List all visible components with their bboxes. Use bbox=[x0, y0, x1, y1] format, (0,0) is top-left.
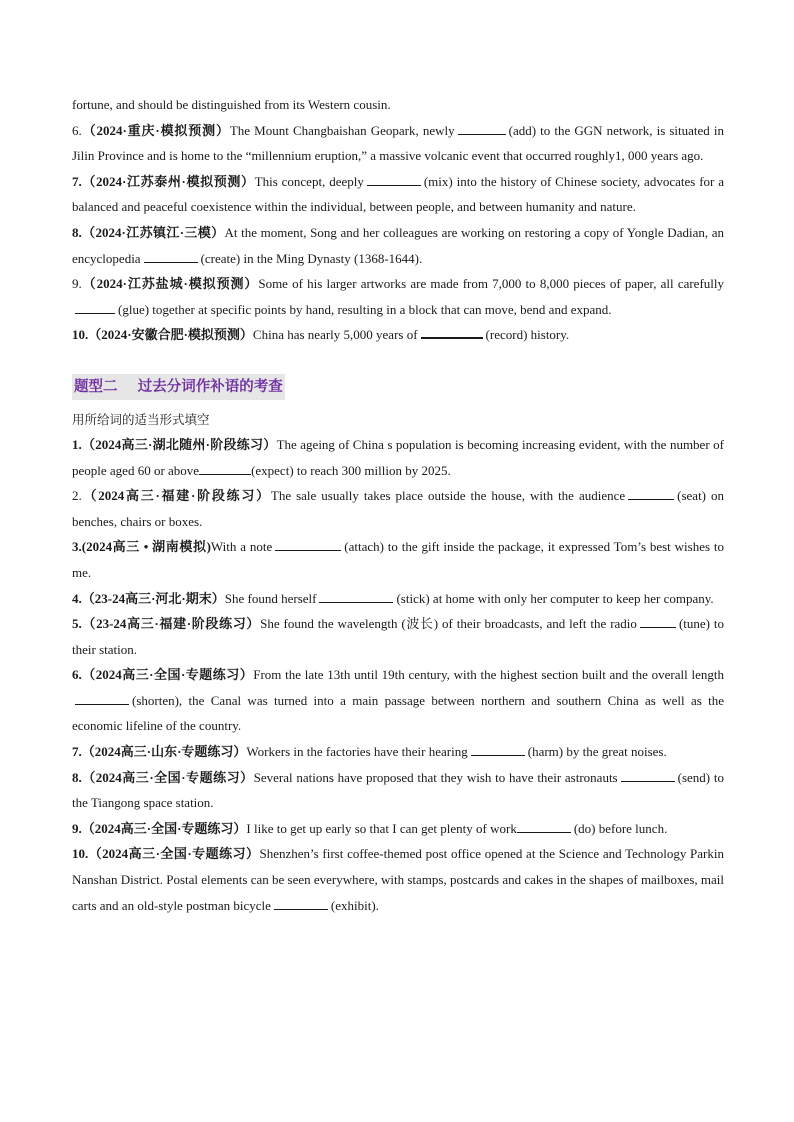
answer-blank[interactable] bbox=[367, 173, 421, 186]
question-6: 6.（2024·重庆·模拟预测）The Mount Changbaishan Geopark, newly (add) to the GGN network, is situated in Jilin Province and is home to the “millennium eruption,” a massive volcanic event that occurred roughly1, 000 years ago. bbox=[72, 122, 725, 164]
question-source: （2024·江苏盐城·模拟预测） bbox=[81, 276, 259, 292]
question-source: （2024高三·全国·专题练习） bbox=[81, 769, 254, 785]
question-source: （23-24高三·河北·期末） bbox=[81, 590, 225, 606]
question-source: （2024高三·湖北随州·阶段练习） bbox=[81, 436, 277, 452]
question-5-continuation: fortune, and should be distinguished from its Western cousin. bbox=[72, 97, 391, 112]
s2-question-6: 6.（2024高三·全国·专题练习）From the late 13th until 19th century, with the highest section built and the overall length(shorten), the Canal was turned into a main passage between northern and southern China as well as the economic lifeline of the country. bbox=[72, 667, 724, 734]
question-source: （2024高三·全国·专题练习） bbox=[81, 667, 254, 683]
instruction-text: 用所给词的适当形式填空 bbox=[72, 411, 210, 427]
question-source: （2024高三·全国·专题练习） bbox=[88, 846, 260, 862]
question-source: （2024高三·山东·专题练习） bbox=[81, 744, 247, 760]
question-source: （2024·江苏镇江·三模） bbox=[81, 224, 225, 240]
question-source: (2024高三 • 湖南模拟) bbox=[81, 539, 211, 555]
answer-blank[interactable] bbox=[199, 462, 251, 475]
question-source: （2024·安徽合肥·模拟预测） bbox=[88, 327, 253, 343]
answer-blank[interactable] bbox=[471, 743, 525, 756]
s2-question-2: 2.（2024高三·福建·阶段练习）The sale usually takes place outside the house, with the audience (seat) on benches, chairs or boxes. bbox=[72, 488, 725, 529]
answer-blank[interactable] bbox=[75, 301, 115, 314]
answer-blank[interactable] bbox=[458, 122, 506, 135]
question-source: （2024高三·福建·阶段练习） bbox=[81, 488, 271, 504]
answer-blank[interactable] bbox=[319, 590, 393, 603]
question-7: 7.（2024·江苏泰州·模拟预测）This concept, deeply (mix) into the history of Chinese society, advocates for a balanced and peaceful coexistence within the individual, between people, and between humanity and nature. bbox=[72, 173, 725, 215]
s2-question-8: 8.（2024高三·全国·专题练习）Several nations have proposed that they wish to have their astronauts (send) to the Tiangong space station. bbox=[72, 769, 724, 811]
answer-blank[interactable] bbox=[621, 769, 675, 782]
answer-blank[interactable] bbox=[274, 897, 328, 910]
question-source: （2024高三·全国·专题练习） bbox=[81, 820, 247, 836]
s2-question-1: 1.（2024高三·湖北随州·阶段练习）The ageing of China s population is becoming increasing evident, with the number of people aged 60 or above (expect) to reach 300 million by 2025. bbox=[72, 436, 724, 478]
question-source: （2024·江苏泰州·模拟预测） bbox=[81, 173, 255, 189]
answer-blank[interactable] bbox=[517, 820, 571, 833]
s2-question-5: 5.（23-24高三·福建·阶段练习）She found the wavelength (波长) of their broadcasts, and left the radio (tune) to their station. bbox=[72, 616, 725, 657]
s2-question-3: 3.(2024高三 • 湖南模拟)With a note (attach) to the gift inside the package, it expressed Tom’s best wishes to me. bbox=[72, 539, 725, 580]
question-source: （23-24高三·福建·阶段练习） bbox=[81, 616, 261, 632]
answer-blank[interactable] bbox=[144, 250, 198, 263]
answer-blank[interactable] bbox=[75, 692, 129, 705]
answer-blank[interactable] bbox=[640, 615, 676, 628]
question-10: 10.（2024·安徽合肥·模拟预测）China has nearly 5,000 years of (record) history. bbox=[72, 327, 570, 343]
section-heading-wrap bbox=[72, 374, 724, 400]
s2-question-10: 10.（2024高三·全国·专题练习）Shenzhen’s first coffee-themed post office opened at the Science and Technology Parkin Nanshan District. Postal elements can be seen everywhere, with stamps, postcards and cakes in the shapes of mailboxes, mail carts and an old-style postman bicycle (exhibit). bbox=[72, 846, 724, 913]
question-9: 9.（2024·江苏盐城·模拟预测）Some of his larger artworks are made from 7,000 to 8,000 pieces of paper, all carefully(glue) together at specific points by hand, resulting in a block that can move, bend and expand. bbox=[72, 276, 725, 317]
document-page bbox=[72, 92, 724, 918]
answer-blank[interactable] bbox=[628, 487, 674, 500]
answer-blank[interactable] bbox=[275, 538, 341, 551]
question-source: （2024·重庆·模拟预测） bbox=[81, 122, 230, 138]
s2-question-4: 4.（23-24高三·河北·期末）She found herself (stick) at home with only her computer to keep her company. bbox=[72, 590, 714, 606]
question-8: 8.（2024·江苏镇江·三模）At the moment, Song and her colleagues are working on restoring a copy of Yongle Dadian, an encyclopedia (create) in the Ming Dynasty (1368-1644). bbox=[72, 224, 724, 266]
section-title: 题型二 过去分词作补语的考查 bbox=[72, 374, 285, 400]
s2-question-7: 7.（2024高三·山东·专题练习）Workers in the factories have their hearing (harm) by the great noises. bbox=[72, 744, 667, 760]
answer-blank[interactable] bbox=[421, 325, 483, 339]
s2-question-9: 9.（2024高三·全国·专题练习）I like to get up early so that I can get plenty of work (do) before lunch. bbox=[72, 820, 668, 836]
